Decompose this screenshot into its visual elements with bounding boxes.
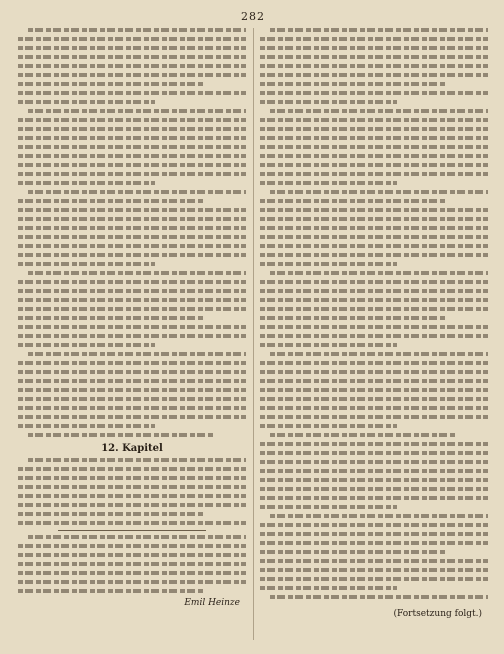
text-line-placeholder [260, 307, 488, 311]
text-line-placeholder [18, 397, 246, 401]
text-line-placeholder [260, 487, 488, 491]
text-line-placeholder [18, 91, 246, 95]
text-line-placeholder [260, 64, 488, 68]
text-line-placeholder [18, 476, 246, 480]
text-line-placeholder [260, 298, 488, 302]
text-line-placeholder [260, 559, 488, 563]
text-line-placeholder [18, 521, 246, 525]
text-columns [18, 28, 488, 640]
text-line-placeholder [260, 100, 397, 104]
text-line-placeholder [18, 73, 246, 77]
text-line-placeholder [260, 361, 488, 365]
text-line-placeholder [260, 127, 488, 131]
text-line-placeholder [270, 28, 488, 32]
text-line-placeholder [18, 100, 155, 104]
text-line-placeholder [18, 289, 246, 293]
text-line-placeholder [260, 550, 447, 554]
text-line-placeholder [18, 262, 155, 266]
text-line-placeholder [260, 280, 488, 284]
text-line-placeholder [260, 73, 488, 77]
text-line-placeholder [260, 217, 488, 221]
text-line-placeholder [260, 388, 488, 392]
text-line-placeholder [28, 352, 246, 356]
text-line-placeholder [18, 415, 246, 419]
continuation-note: (Fortsetzung folgt.) [393, 609, 482, 619]
text-line-placeholder [18, 406, 246, 410]
page-number: 282 [241, 9, 265, 23]
fraktur-text-block [18, 458, 246, 525]
text-line-placeholder [28, 190, 246, 194]
text-line-placeholder [28, 535, 246, 539]
column-divider [253, 28, 254, 640]
text-line-placeholder [18, 118, 246, 122]
text-line-placeholder [260, 262, 397, 266]
text-line-placeholder [18, 163, 246, 167]
page-header [18, 8, 488, 24]
text-line-placeholder [18, 388, 246, 392]
text-line-placeholder [28, 458, 246, 462]
text-line-placeholder [18, 46, 246, 50]
text-line-placeholder [260, 505, 397, 509]
text-line-placeholder [18, 235, 246, 239]
text-line-placeholder [18, 298, 246, 302]
signature: Emil Heinze [184, 598, 240, 608]
text-line-placeholder [18, 544, 246, 548]
text-line-placeholder [18, 208, 246, 212]
text-line-placeholder [18, 217, 246, 221]
section-divider [58, 530, 206, 531]
text-line-placeholder [18, 127, 246, 131]
text-line-placeholder [260, 370, 488, 374]
text-line-placeholder [260, 424, 397, 428]
text-line-placeholder [260, 208, 488, 212]
text-line-placeholder [18, 253, 246, 257]
text-line-placeholder [18, 562, 246, 566]
text-line-placeholder [270, 595, 488, 599]
text-line-placeholder [260, 343, 397, 347]
text-line-placeholder [18, 136, 246, 140]
text-line-placeholder [260, 325, 488, 329]
text-line-placeholder [18, 316, 205, 320]
text-line-placeholder [18, 325, 246, 329]
text-line-placeholder [260, 469, 488, 473]
text-line-placeholder [18, 244, 246, 248]
text-line-placeholder [18, 64, 246, 68]
fraktur-text-block [18, 535, 246, 593]
text-line-placeholder [18, 55, 246, 59]
text-line-placeholder [260, 235, 488, 239]
text-line-placeholder [28, 271, 246, 275]
text-line-placeholder [18, 589, 205, 593]
text-line-placeholder [270, 190, 488, 194]
text-line-placeholder [18, 512, 205, 516]
text-line-placeholder [260, 577, 488, 581]
text-line-placeholder [18, 553, 246, 557]
text-line-placeholder [18, 145, 246, 149]
text-line-placeholder [260, 82, 447, 86]
text-line-placeholder [260, 55, 488, 59]
text-line-placeholder [18, 82, 205, 86]
text-line-placeholder [18, 172, 246, 176]
text-line-placeholder [18, 199, 205, 203]
text-line-placeholder [18, 571, 246, 575]
text-line-placeholder [270, 433, 457, 437]
fraktur-text-block [260, 28, 488, 599]
text-line-placeholder [260, 334, 488, 338]
text-line-placeholder [260, 289, 488, 293]
text-line-placeholder [260, 91, 488, 95]
text-line-placeholder [18, 181, 155, 185]
text-line-placeholder [260, 37, 488, 41]
text-line-placeholder [260, 199, 447, 203]
left-column [18, 28, 246, 640]
text-line-placeholder [260, 568, 488, 572]
text-line-placeholder [18, 424, 155, 428]
text-line-placeholder [18, 334, 246, 338]
text-line-placeholder [18, 370, 246, 374]
text-line-placeholder [18, 503, 246, 507]
text-line-placeholder [18, 307, 246, 311]
text-line-placeholder [260, 145, 488, 149]
text-line-placeholder [260, 442, 488, 446]
text-line-placeholder [18, 226, 246, 230]
text-line-placeholder [260, 118, 488, 122]
chapter-heading: 12. Kapitel [101, 443, 163, 454]
text-line-placeholder [260, 181, 397, 185]
text-line-placeholder [260, 460, 488, 464]
text-line-placeholder [18, 343, 155, 347]
text-line-placeholder [270, 109, 488, 113]
text-line-placeholder [260, 397, 488, 401]
fraktur-text-block [18, 28, 246, 437]
text-line-placeholder [270, 271, 488, 275]
text-line-placeholder [18, 361, 246, 365]
text-line-placeholder [260, 523, 488, 527]
text-line-placeholder [260, 154, 488, 158]
text-line-placeholder [260, 478, 488, 482]
text-line-placeholder [18, 485, 246, 489]
right-column [260, 28, 488, 640]
text-line-placeholder [260, 451, 488, 455]
text-line-placeholder [18, 379, 246, 383]
text-line-placeholder [28, 28, 246, 32]
text-line-placeholder [260, 244, 488, 248]
text-line-placeholder [260, 253, 488, 257]
text-line-placeholder [260, 586, 397, 590]
text-line-placeholder [260, 496, 488, 500]
text-line-placeholder [260, 415, 488, 419]
text-line-placeholder [270, 352, 488, 356]
text-line-placeholder [18, 494, 246, 498]
text-line-placeholder [28, 109, 246, 113]
text-line-placeholder [18, 580, 246, 584]
text-line-placeholder [260, 163, 488, 167]
text-line-placeholder [260, 406, 488, 410]
text-line-placeholder [270, 514, 488, 518]
text-line-placeholder [260, 136, 488, 140]
text-line-placeholder [260, 541, 488, 545]
text-line-placeholder [18, 154, 246, 158]
text-line-placeholder [28, 433, 215, 437]
text-line-placeholder [260, 379, 488, 383]
text-line-placeholder [260, 46, 488, 50]
text-line-placeholder [260, 316, 447, 320]
text-line-placeholder [18, 37, 246, 41]
text-line-placeholder [260, 532, 488, 536]
text-line-placeholder [18, 467, 246, 471]
text-line-placeholder [18, 280, 246, 284]
text-line-placeholder [260, 226, 488, 230]
text-line-placeholder [260, 172, 488, 176]
